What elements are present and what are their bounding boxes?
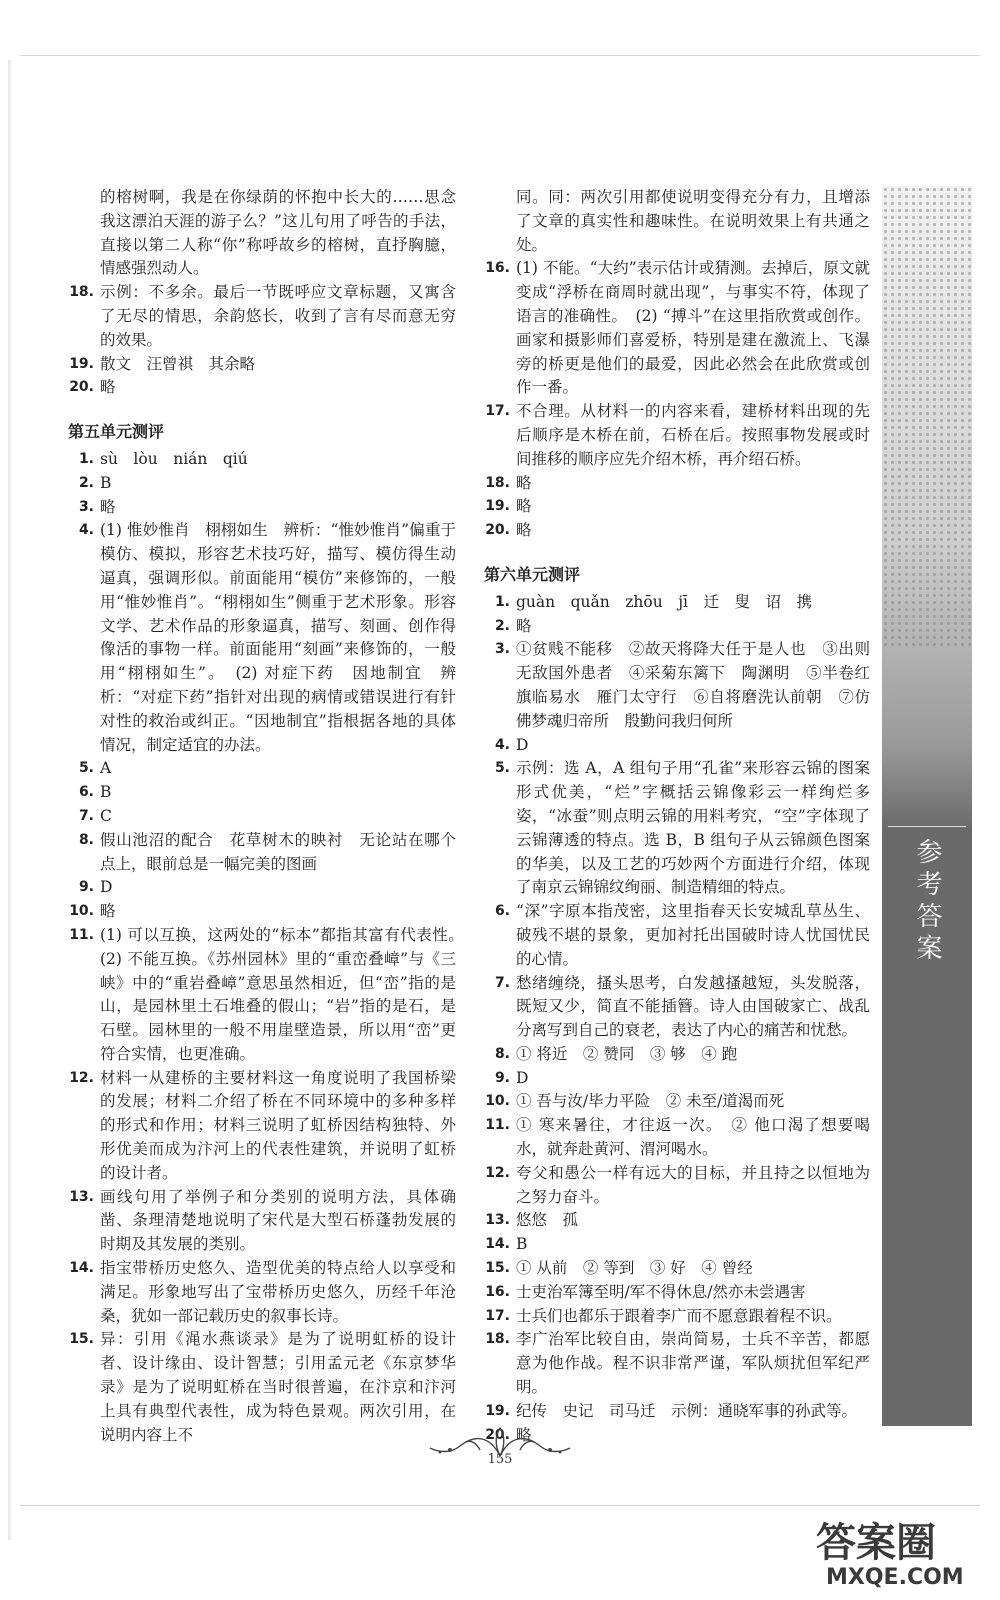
answer-text: 示例：不多余。最后一节既呼应文章标题，又寓含了无尽的情思，余韵悠长，收到了言有尽而意无穷的效果。 [100,283,456,349]
answer-item [484,757,870,900]
answer-item [68,376,456,400]
answer-item [68,448,456,472]
answer-number: 1. [78,450,94,467]
answer-item [68,900,456,924]
answer-number: 20. [485,522,510,539]
answer-item [68,876,456,900]
answer-item [484,472,870,496]
answer-item [484,1114,870,1162]
answer-item [484,495,870,519]
answer-text: ① 从前 ② 等到 ③ 好 ④ 曾经 [516,1259,753,1278]
answer-text: (1) 可以互换，这两处的“标本”都指其富有代表性。 (2) 不能互换。《苏州园林》里的“重峦叠嶂”与《三峡》中的“重岩叠嶂”意思虽然相近，但“峦”指的是山，是园林里土石堆叠的假山；“岩”指的是石，是石壁。园林里的一般不用崖壁造景，所以用“峦”更符合实情，也更准确。 [100,925,472,1063]
answer-text: A [100,759,112,778]
answer-number: 6. [78,784,94,801]
answer-item [68,1067,456,1186]
answer-item [68,186,456,281]
answer-text: 略 [100,497,116,516]
answer-text: 略 [516,1425,532,1444]
answer-number: 14. [69,1260,94,1277]
answer-text: ①贫贱不能移 ②故天将降大任于是人也 ③出则无敌国外患者 ④采菊东篱下 陶渊明 ⑤半卷红旗临易水 雁门太守行 ⑥自将磨洗认前朝 ⑦仿佛梦魂归帝所 殷勤问我归何所 [516,640,870,730]
answer-number: 6. [494,903,510,920]
answer-item [68,1257,456,1328]
answer-text: 指宝带桥历史悠久、造型优美的特点给人以享受和满足。形象地写出了宝带桥历史悠久，历经千年沧桑，犹如一部记载历史的叙事长诗。 [100,1259,456,1325]
answer-text: 略 [516,497,532,516]
answer-number: 10. [485,1093,510,1110]
answer-item [68,924,472,1067]
answer-text: ① 吾与汝/毕力平险 ② 未至/道渴而死 [516,1092,785,1111]
answer-text: B [100,783,112,802]
section-heading: 第五单元测评 [68,422,165,442]
answer-text: 愁绪缠绕，搔头思考，白发越搔越短，头发脱落，既短又少，简直不能插簪。诗人由国破家亡、战乱分离写到自己的衰老，表达了内心的痛苦和忧愁。 [516,973,870,1040]
answer-item [484,972,870,1043]
answer-number: 2. [78,474,94,491]
answer-item [484,591,870,615]
section-heading: 第六单元测评 [484,564,581,584]
answer-item [484,1043,870,1067]
answer-item [484,1162,870,1210]
answer-item [68,281,456,352]
answer-text: C [100,806,112,825]
answer-text: (1) 不能。“大约”表示估计或猜测。去掉后，原文就变成“浮桥在商周时就出现”，与事实不符，体现了语言的准确性。 (2) “搏斗”在这里指欣赏或创作。画家和摄影师们喜爱桥，特别是建在激流上、飞瀑旁的桥更是他们的最爱，因此必然会在此欣赏或创作一番。 [516,259,870,397]
answer-number: 3. [494,641,510,658]
answer-number: 19. [69,355,94,372]
answer-number: 3. [78,498,94,515]
answer-text: 同。同：两次引用都使说明变得充分有力，且增添了文章的真实性和趣味性。在说明效果上有共通之处。 [516,188,870,254]
answer-number: 8. [494,1045,510,1062]
answer-text: 示例：选 A，A 组句子用“孔雀”来形容云锦的图案形式优美，“烂”字概括云锦像彩云一样绚烂多姿，“冰蚕”则点明云锦的用料考究，“空”字体现了云锦薄透的特点。选 B，B 组句子从云锦颜色图案的华美，以及工艺的巧妙两个方面进行介绍，体现了南京云锦锦纹绚丽、制造精细的特点。 [516,759,870,897]
answer-number: 15. [485,1260,510,1277]
answer-number: 11. [69,926,94,943]
answer-item [68,781,456,805]
answer-number: 9. [78,879,94,896]
answer-text: 散文 汪曾祺 其余略 [100,354,256,373]
answer-text: B [516,1235,528,1254]
answer-number: 7. [78,807,94,824]
answer-item [68,519,456,757]
answer-number: 19. [485,1402,510,1419]
answer-number: 13. [485,1212,510,1229]
answer-text: guàn quǎn zhōu jī 迁 叟 诏 携 [516,592,812,611]
answer-item [484,1305,870,1329]
answer-item [484,1209,870,1233]
answer-text: (1) 惟妙惟肖 栩栩如生 辨析：“惟妙惟肖”偏重于模仿、模拟，形容艺术技巧好，描写、模仿得生动逼真，强调形似。前面能用“模仿”来修饰的，一般用“惟妙惟肖”。“栩栩如生”侧重于艺术形象。形容文学、艺术作品的形象逼真，描写、刻画、创作得像活的事物一样。前面能用“刻画”来修饰的，一般用“栩栩如生”。 (2) 对症下药 因地制宜 辨析：“对症下药”指针对出现的病情或错误进行有针对性的救治或纠正。“因地制宜”指根据各地的具体情况，制定适宜的办法。 [100,521,456,754]
page-edge-top [20,55,980,56]
answer-number: 11. [485,1117,510,1134]
answer-item [484,615,870,639]
answer-text: 假山池沼的配合 花草树木的映衬 无论站在哪个点上，眼前总是一幅完美的图画 [100,830,456,873]
answer-number: 12. [69,1069,94,1086]
answer-text: ① 寒来暑往，才往返一次。 ② 他口渴了想要喝水，就奔赴黄河、渭河喝水。 [516,1116,870,1159]
answer-item [484,900,870,971]
side-tab [882,186,972,1426]
answer-text: “深”字原本指茂密，这里指春天长安城乱草丛生、破残不堪的景象，更加衬托出国破时诗人忧国忧民的心情。 [516,902,870,968]
answer-number: 18. [69,284,94,301]
answer-text: 士吏治军簿至明/军不得休息/然亦未尝遇害 [516,1282,806,1301]
answer-text: 略 [100,902,116,921]
side-tab-divider [888,826,966,827]
answer-text: ① 将近 ② 赞同 ③ 够 ④ 跑 [516,1044,738,1063]
answer-item [68,805,456,829]
page-number: 155 [487,1452,513,1467]
answer-item [484,638,870,733]
answer-number: 17. [485,1307,510,1324]
side-tab-label: 参考答案 [912,838,942,966]
answer-number: 19. [485,498,510,515]
answer-item [68,472,456,496]
bottom-rule [20,1505,980,1506]
answer-item [484,1328,870,1399]
answer-number: 17. [485,403,510,420]
answer-number: 14. [485,1236,510,1253]
answer-number: 10. [69,903,94,920]
answer-number: 16. [485,1283,510,1300]
answer-item [484,186,870,257]
answer-text: 不合理。从材料一的内容来看，建桥材料出现的先后顺序是木桥在前，石桥在后。按照事物发展或时间推移的顺序应先介绍木桥，再介绍石桥。 [516,402,870,468]
answer-text: 略 [516,616,532,635]
answer-item [484,257,870,400]
answer-number: 4. [78,522,94,539]
answer-number: 20. [485,1426,510,1443]
answer-number: 18. [485,474,510,491]
answer-text: 士兵们也都乐于跟着李广而不愿意跟着程不识。 [516,1306,842,1325]
answer-text: 异：引用《渑水燕谈录》是为了说明虹桥的设计者、设计缘由、设计智慧；引用孟元老《东京梦华录》是为了说明虹桥在当时很普遍，在汴京和汴河上具有典型代表性，成为特色景观。两次引用，在说明内容上不 [100,1330,456,1444]
answer-number: 7. [494,974,510,991]
answer-item [484,519,870,543]
answer-item [68,1328,456,1447]
answer-number: 16. [485,260,510,277]
answer-item [484,1400,870,1424]
answer-text: D [516,735,529,754]
answer-number: 18. [485,1331,510,1348]
watermark-line1: 答案圈 [816,1520,936,1566]
answer-item [68,829,456,877]
answer-text: 李广治军比较自由，崇尚简易，士兵不辛苦，都愿意为他作战。程不识非常严谨，军队烦扰但军纪严明。 [516,1330,870,1397]
answer-text: 纪传 史记 司马迁 示例：通晓军事的孙武等。 [516,1401,858,1420]
answer-number: 1. [494,593,510,610]
answer-item [484,400,870,471]
answer-number: 12. [485,1164,510,1181]
right-column [484,186,870,1447]
answer-number: 13. [69,1188,94,1205]
answer-item [484,1281,870,1305]
watermark-logo [812,1510,982,1590]
halftone-pattern [882,186,972,646]
answer-item [484,734,870,758]
answer-text: 略 [516,521,532,540]
answer-number: 5. [494,760,510,777]
page-edge-left [8,60,12,1540]
answer-item [68,496,456,520]
answer-number: 20. [69,379,94,396]
answer-number: 9. [494,1069,510,1086]
answer-item [68,757,456,781]
answer-item [68,1186,456,1257]
answer-text: 的榕树啊，我是在你绿荫的怀抱中长大的……思念我这漂泊天涯的游子么？”这儿句用了呼告的手法，直接以第二人称“你”称呼故乡的榕树，直抒胸臆，情感强烈动人。 [100,188,456,278]
answer-text: D [516,1068,529,1087]
answer-text: sù lòu nián qiú [100,449,248,468]
answer-text: 画线句用了举例子和分类别的说明方法，具体确凿、条理清楚地说明了宋代是大型石桥蓬勃发展的时期及其发展的类别。 [100,1187,456,1254]
answer-item [484,1067,870,1091]
answer-item [484,1090,870,1114]
answer-number: 4. [494,736,510,753]
answer-text: 略 [100,378,116,397]
answer-text: D [100,878,113,897]
answer-number: 5. [78,760,94,777]
answer-text: B [100,473,112,492]
watermark-line2: MXQE.COM [826,1565,964,1590]
answer-item [68,353,456,377]
answer-number: 15. [69,1331,94,1348]
answer-text: 悠悠 孤 [516,1211,579,1230]
answer-number: 8. [78,831,94,848]
answer-text: 略 [516,473,532,492]
answer-number: 2. [494,617,510,634]
answer-item [484,1257,870,1281]
answer-text: 夸父和愚公一样有远大的目标，并且持之以恒地为之努力奋斗。 [516,1163,870,1206]
answer-item [484,1233,870,1257]
answer-text: 材料一从建桥的主要材料这一角度说明了我国桥梁的发展；材料二介绍了桥在不同环境中的多种多样的形式和作用；材料三说明了虹桥因结构独特、外形优美而成为汴河上的代表性建筑，并说明了虹桥的设计者。 [100,1068,456,1182]
left-column [68,186,472,1447]
